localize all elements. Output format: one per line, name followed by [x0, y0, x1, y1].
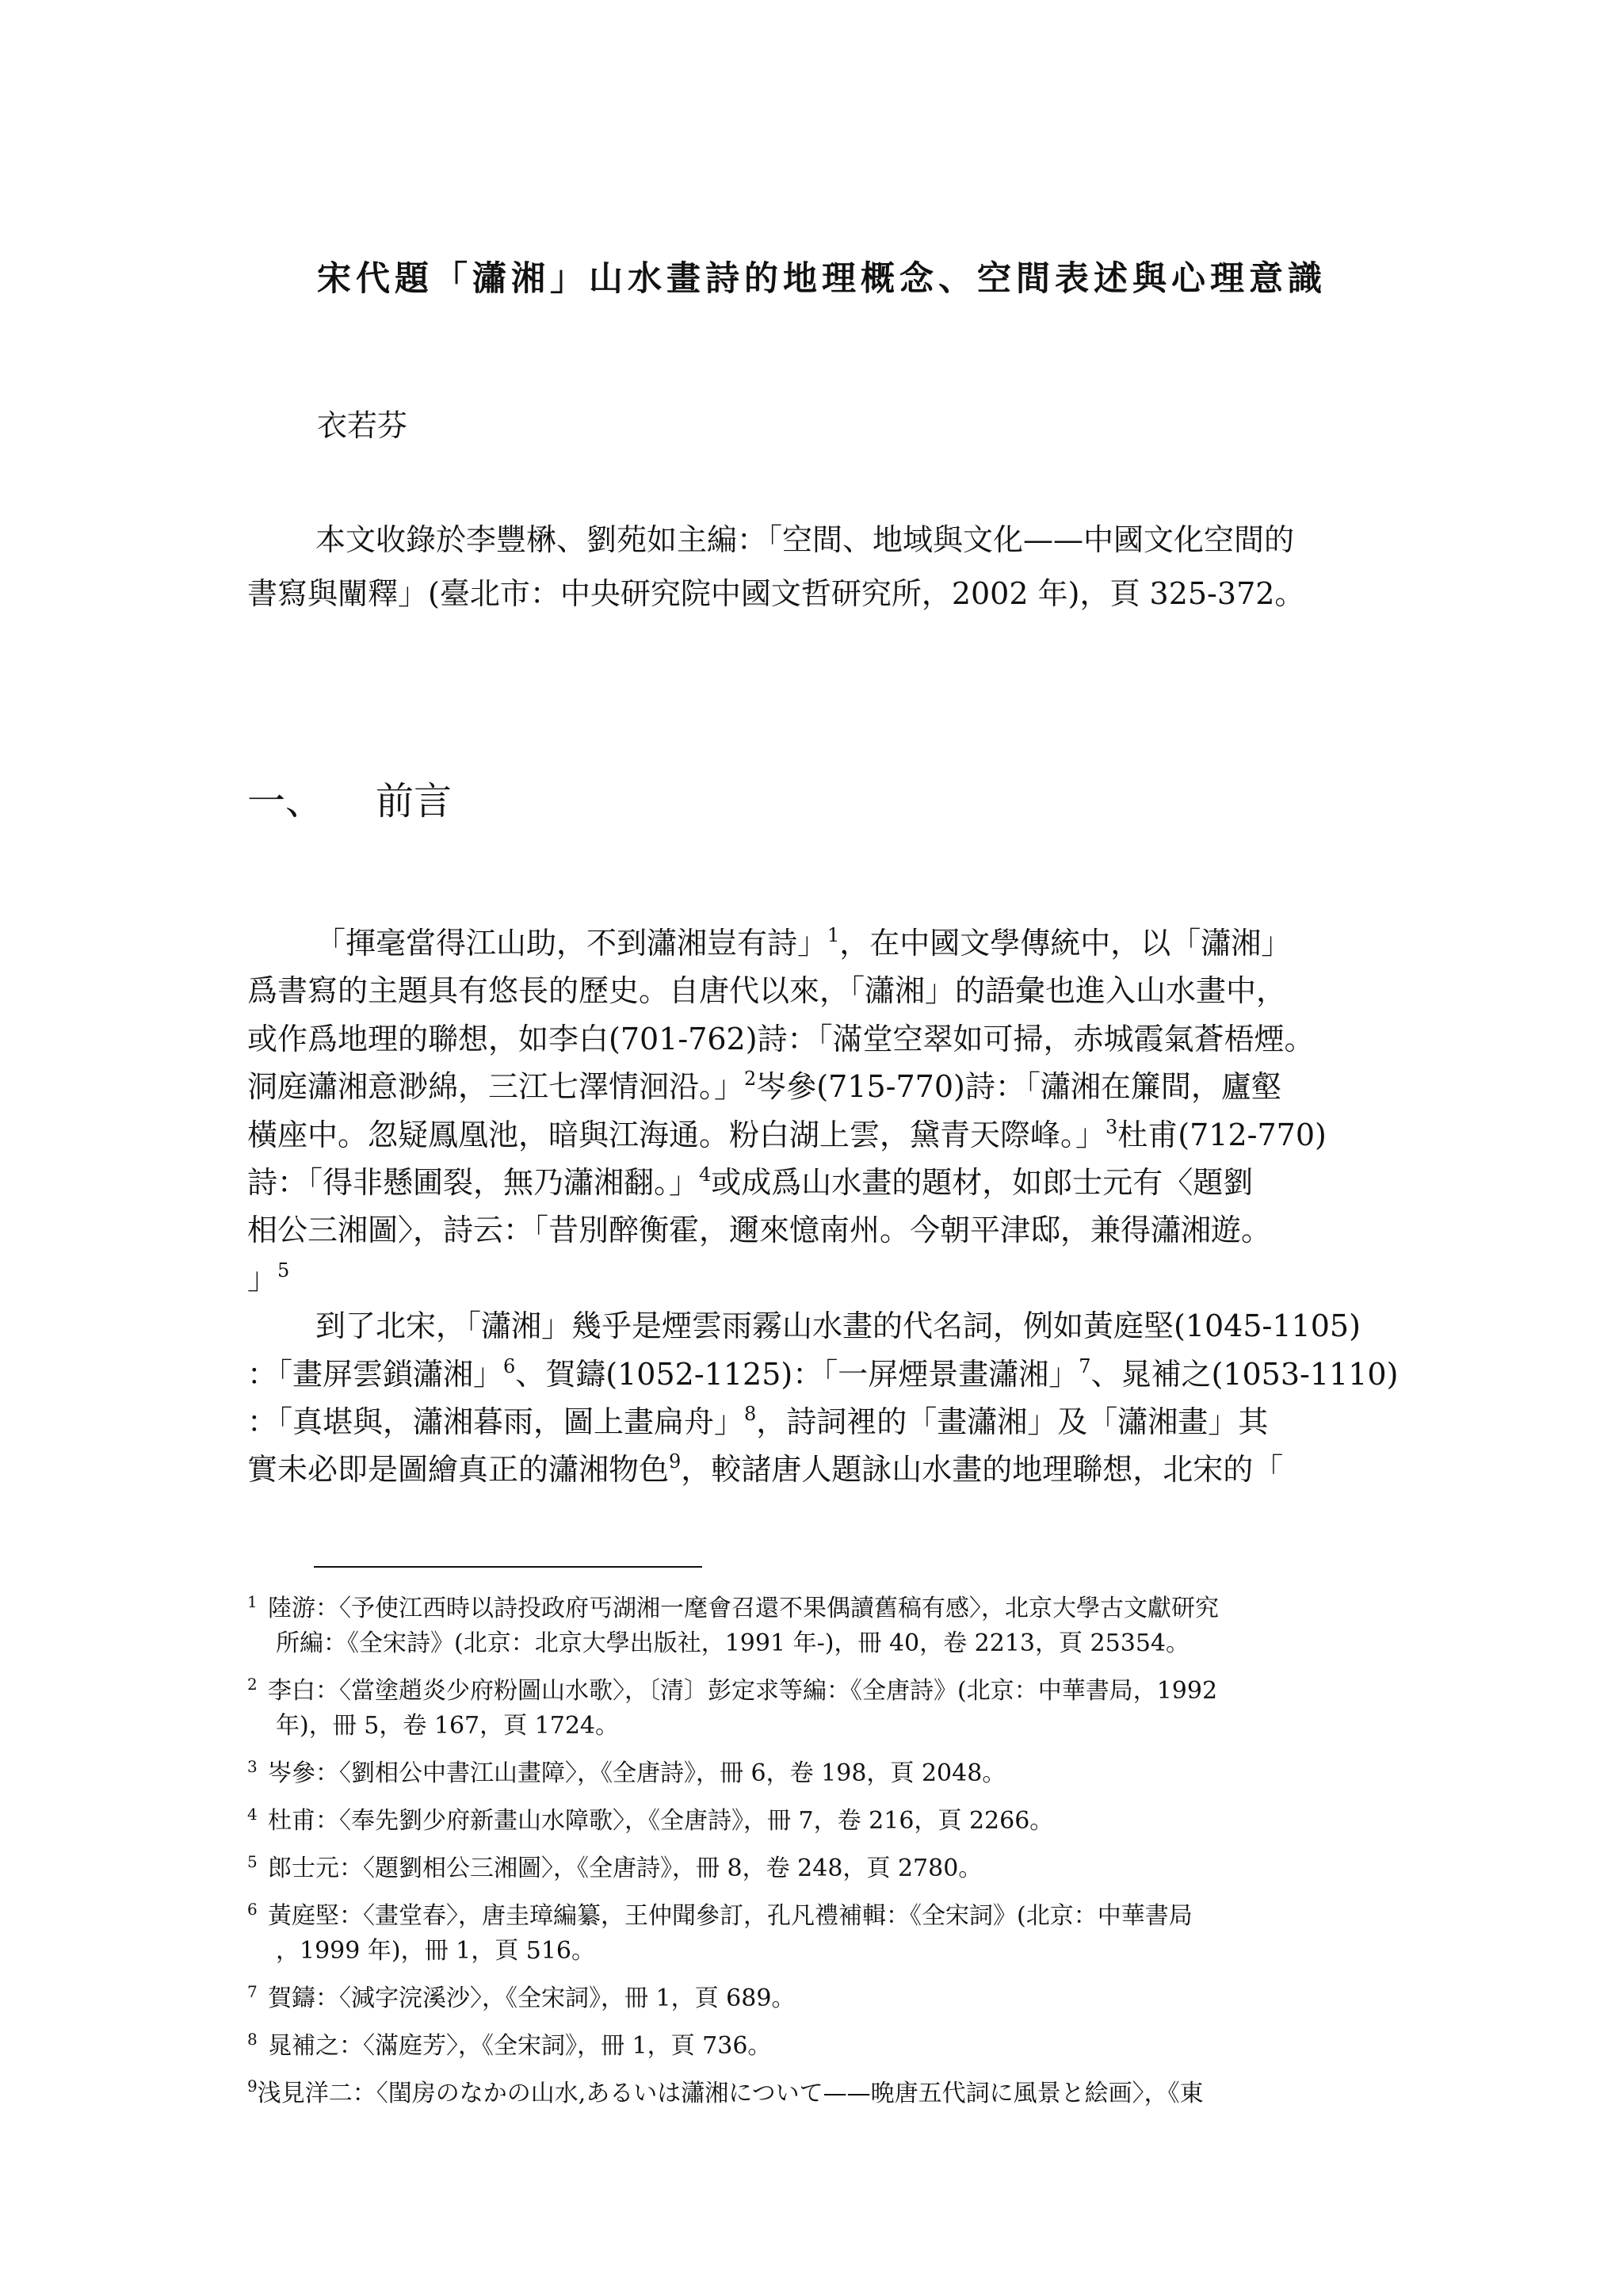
- text-run: 、賀鑄(1052-1125)：「一屏煙景畫瀟湘」: [515, 1356, 1079, 1392]
- text-run: 岑參(715-770)詩：「瀟湘在簾間，廬壑: [756, 1069, 1281, 1105]
- footnote-item: [247, 1591, 1388, 1661]
- footnote-text: ，1999 年)，冊 1，頁 516。: [276, 1937, 596, 1965]
- footnote-text: 李白：〈當塗趙炎少府粉圖山水歌〉，〔清〕彭定求等編：《全唐詩》(北京：中華書局，1992: [268, 1677, 1218, 1705]
- footnote-ref[interactable]: 6: [503, 1354, 516, 1377]
- footnote-ref[interactable]: 3: [1106, 1115, 1118, 1138]
- footnotes: [247, 1591, 1388, 2124]
- footnote-text: 杜甫：〈奉先劉少府新畫山水障歌〉，《全唐詩》，冊 7，卷 216，頁 2266。: [268, 1807, 1054, 1835]
- text-run: ：「真堪與，瀟湘暮雨，圖上畫扁舟」: [247, 1404, 745, 1439]
- paragraph-line: 到了北宋，「瀟湘」幾乎是煙雲雨霧山水畫的代名詞，例如黃庭堅(1045-1105): [315, 1308, 1361, 1344]
- footnote-text-row: [247, 2076, 1388, 2111]
- paragraph-line: [247, 1350, 1399, 1398]
- text-run: 實未必即是圖繪真正的瀟湘物色: [247, 1452, 670, 1488]
- author-name: 衣若芬: [317, 408, 408, 443]
- footnote-text: 賀鑄：〈減字浣溪沙〉，《全宋詞》，冊 1，頁 689。: [268, 1985, 796, 2012]
- text-run: 」: [247, 1260, 278, 1296]
- footnote-item: [247, 1804, 1388, 1839]
- text-run: ，詩詞裡的「畫瀟湘」及「瀟湘畫」其: [756, 1404, 1269, 1439]
- section-title: 前言: [376, 779, 453, 823]
- footnote-separator: [314, 1566, 702, 1568]
- footnote-number: 3: [247, 1757, 258, 1776]
- footnote-item: [247, 2076, 1388, 2111]
- footnote-number: 9: [247, 2076, 258, 2095]
- paragraph-line: 或作爲地理的聯想，如李白(701-762)詩：「滿堂空翠如可掃，赤城霞氣蒼梧煙。: [247, 1021, 1315, 1056]
- footnote-ref[interactable]: 1: [827, 924, 840, 946]
- paragraph-line: [247, 1446, 1381, 1493]
- paper-title: 宋代題「瀟湘」山水畫詩的地理概念、空間表述與心理意識: [317, 259, 1327, 299]
- footnote-text: 陸游：〈予使江西時以詩投政府丐湖湘一麾會召還不果偶讀舊稿有感〉，北京大學古文獻研究: [268, 1595, 1219, 1622]
- paragraph-line: [247, 1398, 1381, 1446]
- footnote-number: 7: [247, 1982, 258, 2001]
- footnote-text: 岑參：〈劉相公中書江山畫障〉，《全唐詩》，冊 6，卷 198，頁 2048。: [268, 1759, 1006, 1787]
- footnote-number: 1: [247, 1592, 258, 1611]
- text-run: 「揮毫當得江山助，不到瀟湘豈有詩」: [315, 926, 828, 961]
- footnote-ref[interactable]: 8: [744, 1402, 757, 1425]
- text-run: ，在中國文學傳統中，以「瀟湘」: [839, 926, 1292, 961]
- paragraph-line: [247, 1063, 1381, 1110]
- paragraph-line: [247, 1159, 1381, 1206]
- paragraph-line: 相公三湘圖〉，詩云：「昔別醉衡霍，邇來憶南州。今朝平津邸，兼得瀟湘遊。: [247, 1213, 1272, 1248]
- paragraph-line: [247, 1111, 1381, 1159]
- text-run: 、晁補之(1053-1110): [1090, 1356, 1399, 1392]
- footnote-item: [247, 1851, 1388, 1886]
- paragraph-line: 爲書寫的主題具有悠長的歷史。自唐代以來，「瀟湘」的語彙也進入山水畫中，: [247, 973, 1287, 1009]
- footnote-number: 5: [247, 1852, 258, 1871]
- section-number: 一、: [247, 779, 324, 823]
- text-run: ，較諸唐人題詠山水畫的地理聯想，北宋的「: [681, 1452, 1284, 1488]
- text-run: 或成爲山水畫的題材，如郎士元有〈題劉: [711, 1164, 1254, 1200]
- footnote-ref[interactable]: 7: [1079, 1354, 1091, 1377]
- text-run: 橫座中。忽疑鳳凰池，暗與江海通。粉白湖上雲，黛青天際峰。」: [247, 1117, 1106, 1152]
- footnote-number: 6: [247, 1900, 258, 1919]
- source-note: [247, 513, 1381, 621]
- footnote-text: 郎士元：〈題劉相公三湘圖〉，《全唐詩》，冊 8，卷 248，頁 2780。: [268, 1855, 983, 1882]
- paragraph-line: [247, 1255, 1381, 1302]
- footnote-ref[interactable]: 9: [669, 1450, 682, 1473]
- footnote-item: [247, 1756, 1388, 1791]
- text-run: 洞庭瀟湘意渺綿，三江七澤情洄沿。」: [247, 1069, 745, 1105]
- footnote-number: 8: [247, 2030, 258, 2049]
- section-heading: [247, 770, 452, 825]
- footnote-item: [247, 1674, 1388, 1744]
- body-text: [247, 919, 1399, 1494]
- footnote-item: [247, 1899, 1388, 1969]
- paragraph-line: [247, 919, 1381, 967]
- text-run: ：「畫屏雲鎖瀟湘」: [247, 1356, 504, 1392]
- footnote-number: 4: [247, 1805, 258, 1824]
- source-note-line: 本文收錄於李豐楙、劉苑如主編：「空間、地域與文化——中國文化空間的: [315, 522, 1295, 557]
- footnote-item: [247, 1981, 1388, 2016]
- footnote-text: 浅見洋二：〈閨房のなかの山水,あるいは瀟湘について——晩唐五代詞に風景と絵画〉，《東: [257, 2080, 1204, 2107]
- footnote-text: 黃庭堅：〈畫堂春〉，唐圭璋編纂，王仲聞參訂，孔凡禮補輯：《全宋詞》(北京：中華書局: [268, 1902, 1193, 1930]
- source-note-line: 書寫與闡釋」(臺北市：中央研究院中國文哲研究所，2002 年)，頁 325-372。: [247, 576, 1305, 611]
- footnote-ref[interactable]: 5: [277, 1259, 290, 1282]
- text-run: 杜甫(712-770): [1117, 1117, 1327, 1152]
- footnote-text: 年)，冊 5，卷 167，頁 1724。: [276, 1712, 620, 1740]
- footnote-text: 晁補之：〈滿庭芳〉，《全宋詞》，冊 1，頁 736。: [268, 2032, 772, 2060]
- footnote-number: 2: [247, 1675, 258, 1694]
- text-run: 詩：「得非懸圃裂，無乃瀟湘翻。」: [247, 1164, 700, 1200]
- footnote-ref[interactable]: 4: [699, 1163, 712, 1186]
- footnote-text: 所編：《全宋詩》(北京：北京大學出版社，1991 年-)，冊 40，卷 2213，頁 25354。: [276, 1629, 1190, 1657]
- footnote-item: [247, 2029, 1388, 2064]
- footnote-ref[interactable]: 2: [744, 1068, 757, 1091]
